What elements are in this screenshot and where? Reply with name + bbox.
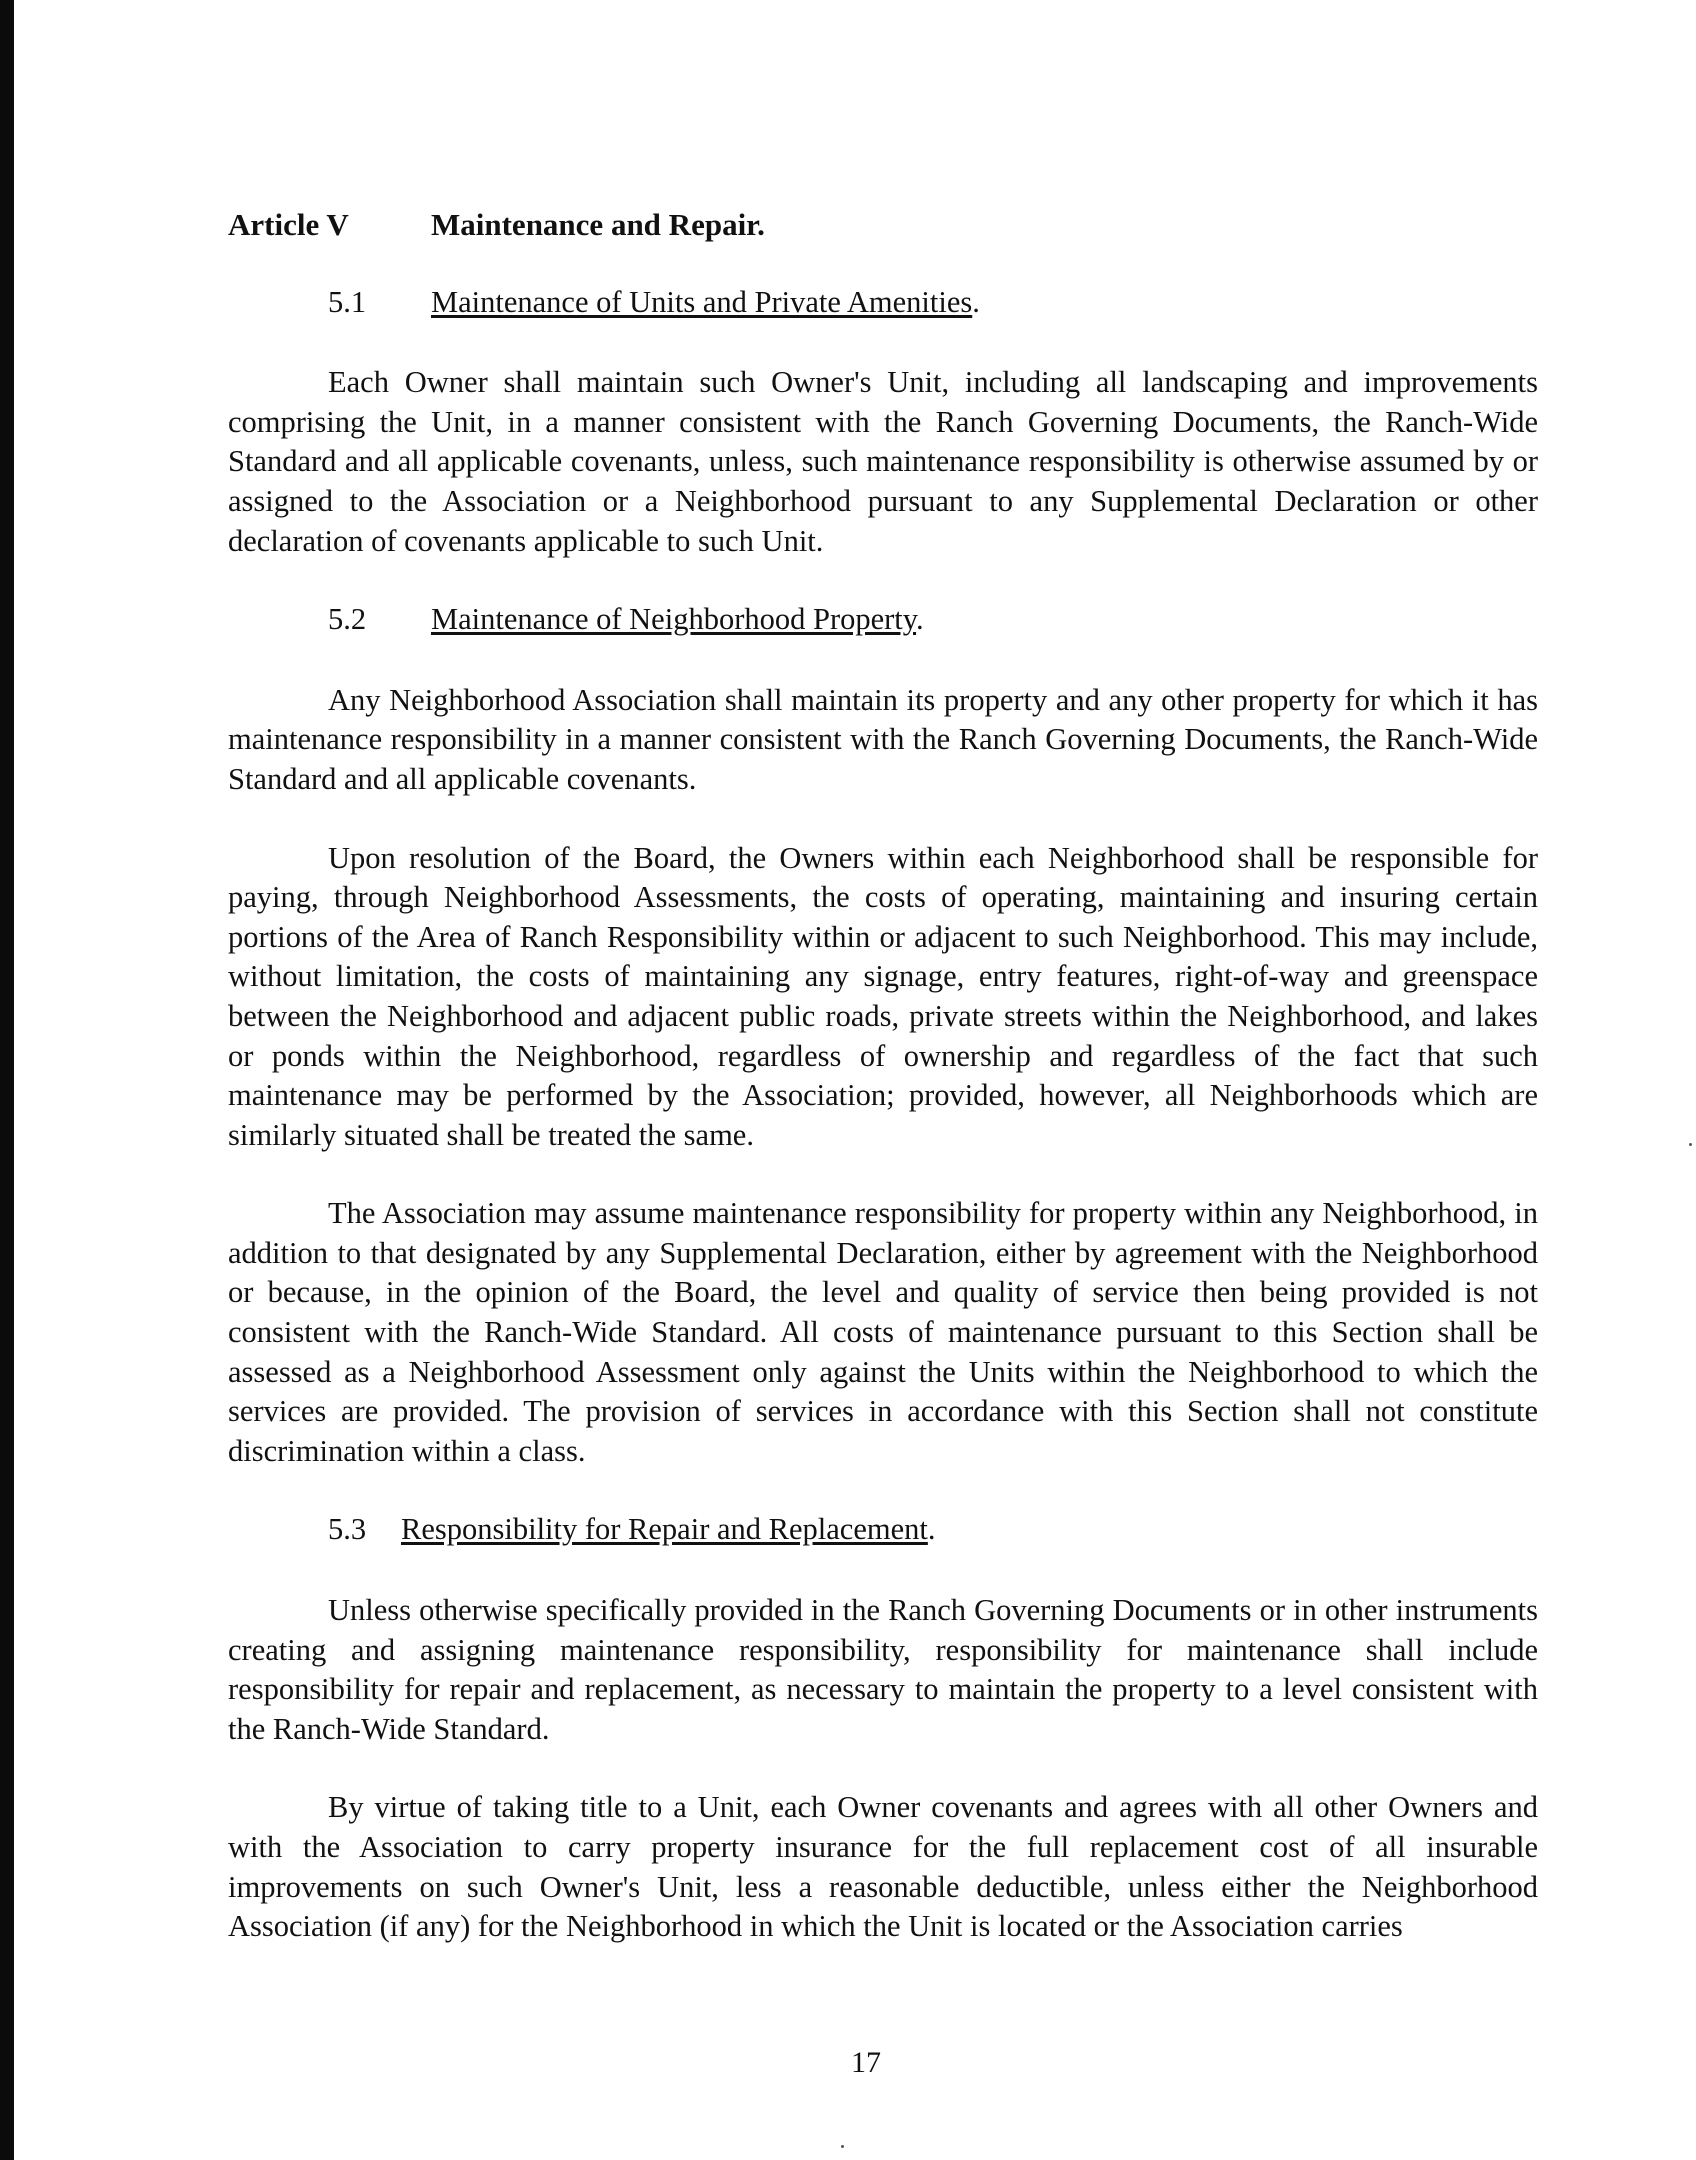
scan-edge — [0, 0, 14, 2160]
document-page — [228, 205, 1538, 1986]
article-heading — [228, 205, 1538, 245]
page-number: 17 — [851, 2046, 881, 2079]
scan-speck — [841, 2145, 844, 2148]
scan-speck — [1689, 1143, 1692, 1146]
section-heading-5-2: 5.2 Maintenance of Neighborhood Property. — [228, 600, 1538, 640]
section-title: Maintenance of Neighborhood Property — [431, 602, 917, 637]
paragraph: Any Neighborhood Association shall maintain its property and any other property for which it has maintenance responsibility in a manner consistent with the Ranch Governing Documents, the Ranch-Wide Standard and all applicable covenants. — [228, 682, 1538, 796]
article-title: Maintenance and Repair. — [431, 207, 765, 242]
section-number: 5.3 — [328, 1512, 367, 1547]
section-number: 5.1 — [328, 284, 367, 319]
paragraph: Upon resolution of the Board, the Owners within each Neighborhood shall be responsible for paying, through Neighborhood Assessments, the costs of operating, maintaining and insuring certain portions of the Area of Ranch Responsibility within or adjacent to such Neighborhood. This may include, without limitation, the costs of maintaining any signage, entry features, right-of-​way and greenspace between the Neighborhood and adjacent public roads, private streets within the Neighborhood, and lakes or ponds within the Neighborhood, regardless of ownership and regardless of the fact that such maintenance may be performed by the Association; provided, however, all Neighborhoods which are similarly situated shall be treated the same. — [228, 840, 1538, 1152]
section-heading-5-3: 5.3 Responsibility for Repair and Replacement. — [228, 1510, 1538, 1550]
section-heading-5-1: 5.1 Maintenance of Units and Private Amenities. — [228, 283, 1538, 323]
paragraph: Each Owner shall maintain such Owner's Unit, including all landscaping and improvements comprising the Unit, in a manner consistent with the Ranch Governing Documents, the Ranch-​Wide Standard and all applicable covenants, unless, such maintenance responsibility is otherwise assumed by or assigned to the Association or a Neighborhood pursuant to any Supplemental Declaration or other declaration of covenants applicable to such Unit. — [228, 365, 1538, 558]
article-number: Article V — [228, 207, 349, 242]
section-title: Maintenance of Units and Private Amenities — [431, 284, 973, 319]
paragraph: Unless otherwise specifically provided in the Ranch Governing Documents or in other instruments creating and assigning maintenance responsibility, responsibility for maintenance shall include responsibility for repair and replacement, as necessary to maintain the property to a level consistent with the Ranch-Wide Standard. — [228, 1593, 1538, 1746]
section-number: 5.2 — [328, 602, 367, 637]
section-title: Responsibility for Repair and Replacement — [401, 1512, 928, 1547]
paragraph: The Association may assume maintenance responsibility for property within any Neighborhood, in addition to that designated by any Supplemental Declaration, either by agreement with the Neighborhood or because, in the opinion of the Board, the level and quality of service then being provided is not consistent with the Ranch-Wide Standard. All costs of maintenance pursuant to this Section shall be assessed as a Neighborhood Assessment only against the Units within the Neighborhood to which the services are provided. The provision of services in accordance with this Section shall not constitute discrimination within a class. — [228, 1196, 1538, 1468]
paragraph: By virtue of taking title to a Unit, each Owner covenants and agrees with all other Owners and with the Association to carry property insurance for the full replacement cost of all insurable improvements on such Owner's Unit, less a reasonable deductible, unless either the Neighborhood Association (if any) for the Neighborhood in which the Unit is located or the Association carries — [228, 1790, 1538, 1944]
